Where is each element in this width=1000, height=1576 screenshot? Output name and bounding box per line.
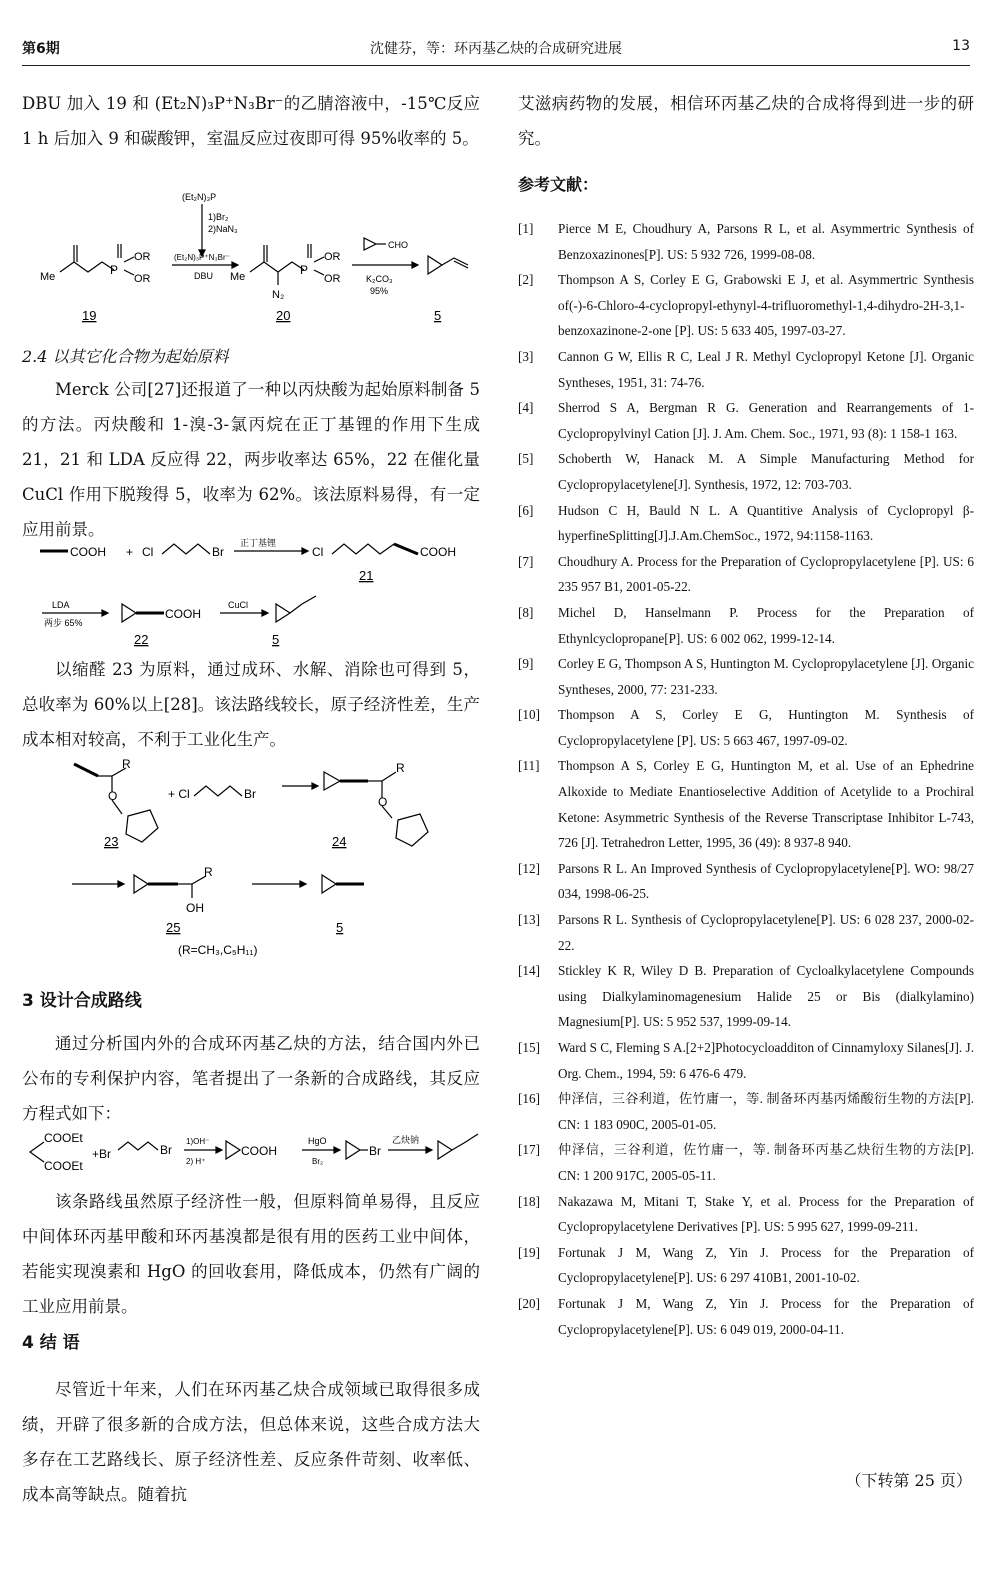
hydrolysis-label: 1)OH⁻ [186, 1137, 210, 1146]
or-label: OR [134, 273, 151, 285]
compound-22-label: 22 [134, 632, 149, 647]
reference-text: Ward S C, Fleming S A.[2+2]Photocycloadditon of Cinnamyloxy Silanes[J]. J. Org. Chem., 1994, 59: 6 476-6 479. [558, 1040, 974, 1081]
compound-5-label: 5 [434, 308, 442, 323]
compound-19-label: 19 [82, 308, 97, 323]
scheme-19-to-5 [22, 190, 482, 330]
article-title-header: 沈健芬，等：环丙基乙炔的合成研究进展 [370, 41, 622, 57]
cooh-label: COOH [70, 545, 106, 559]
reference-item [518, 267, 974, 344]
cl-label: Cl [312, 545, 324, 559]
or-label: OR [324, 273, 341, 285]
compound-24-label: 24 [332, 834, 347, 849]
reference-item [518, 958, 974, 1035]
paragraph-conclusion: 尽管近十年来，人们在环丙基乙炔合成领域已取得很多成绩，开辟了很多新的合成方法，但总体来说，这些合成方法大多存在工艺路线长、原子经济性差、反应条件苛刻、收率低、成本高等缺点。随着抗 [22, 1380, 480, 1504]
reference-text: Corley E G, Thompson A S, Huntington M. Cyclopropylacetylene [J]. Organic Syntheses, 2000, 77: 231-233. [558, 656, 974, 697]
r-label: R [122, 757, 131, 771]
reference-text: 仲泽信，三谷利道，佐竹庸一，等. 制备环丙基丙烯酸衍生物的方法[P]. CN: 1 183 090C, 2005-01-05. [558, 1091, 974, 1132]
arrow1-top-label: (Et₂N)₃P⁺N₃Br⁻ [174, 253, 230, 262]
r-definition-note: (R=CH₃,C₅H₁₁) [178, 943, 258, 957]
reference-number: [1] [518, 221, 534, 236]
reference-number: [6] [518, 502, 534, 518]
reference-item [518, 702, 974, 753]
reference-list [518, 216, 974, 1342]
section-4-heading: 4 结 语 [22, 1333, 80, 1353]
cooh-label: COOH [165, 607, 201, 621]
cooet-label: COOEt [44, 1131, 83, 1145]
reference-number: [7] [518, 553, 534, 569]
or-label: OR [134, 251, 151, 263]
me-label: Me [40, 271, 56, 283]
oh-label: OH [186, 901, 204, 915]
reference-text: Parsons R L. Synthesis of Cyclopropylacetylene[P]. US: 6 028 237, 2000-02-22. [558, 912, 974, 953]
reference-number: [19] [518, 1244, 540, 1260]
reference-item [518, 1137, 974, 1188]
reference-text: Fortunak J M, Wang Z, Yin J. Process for the Preparation of Cyclopropylacetylene[P]. US: 6 297 410B1, 2001-10-02. [558, 1244, 974, 1286]
reference-text: Nakazawa M, Mitani T, Stake Y, et al. Process for the Preparation of Cyclopropylacetylene Derivatives [P]. US: 5 995 627, 1999-09-211. [558, 1193, 974, 1235]
page-number: 13 [952, 38, 970, 54]
arrow1-bottom-label: DBU [194, 271, 214, 281]
reference-text: Michel D, Hanselmann P. Process for the Preparation of Ethynlcyclopropane[P]. US: 6 002 062, 1999-12-14. [558, 604, 974, 646]
reference-item [518, 395, 974, 446]
reference-item [518, 600, 974, 651]
reference-text: Parsons R L. An Improved Synthesis of Cyclopropylacetylene[P]. WO: 98/27 034, 1998-06-25. [558, 860, 974, 902]
reference-item [518, 1035, 974, 1086]
section-3-heading: 3 设计合成路线 [22, 991, 142, 1011]
reference-text: 仲泽信，三谷利道，佐竹庸一，等. 制备环丙基乙炔衍生物的方法[P]. CN: 1 200 917C, 2005-05-11. [558, 1142, 974, 1183]
br-label: Br [244, 787, 256, 801]
step1-label: 1)Br₂ [208, 212, 229, 222]
reference-number: [14] [518, 963, 540, 979]
reference-number: [12] [518, 860, 540, 876]
hgo-label: HgO [308, 1136, 327, 1146]
reference-number: [13] [518, 912, 540, 928]
reference-item [518, 549, 974, 600]
cucl-label: CuCl [228, 600, 249, 610]
reference-item [518, 1240, 974, 1291]
p-atom: P [300, 263, 309, 277]
continued-on-note: （下转第 25 页） [845, 1471, 972, 1490]
cho-label: CHO [388, 240, 408, 250]
two-step-yield-label: 两步 65% [44, 618, 83, 628]
plus-cl-label: + Cl [168, 787, 190, 801]
reference-item [518, 216, 974, 267]
plus-br-label: +Br [92, 1147, 112, 1161]
compound-21-label: 21 [359, 568, 374, 583]
reference-number: [4] [518, 400, 534, 416]
reference-number: [9] [518, 656, 534, 672]
reference-number: [18] [518, 1193, 540, 1209]
k2co3-label: K₂CO₃ [366, 274, 393, 284]
scheme-new-route [22, 1128, 482, 1176]
sodium-acetylide-label: 乙炔钠 [392, 1135, 420, 1145]
br-label: Br [369, 1144, 381, 1158]
reference-number: [17] [518, 1142, 540, 1158]
paragraph-merck: Merck 公司[27]还报道了一种以丙炔酸为起始原料制备 5 的方法。丙炔酸和 1-溴-3-氯丙烷在正丁基锂的作用下生成 21，21 和 LDA 反应得 22，两步收率达 65%，22 在催化量 CuCl 作用下脱羧得 5，收率为 62%。该法原料易得，有一定应用前景。 [22, 380, 480, 539]
r-label: R [204, 865, 213, 879]
reference-number: [16] [518, 1091, 540, 1107]
compound-5-label: 5 [336, 920, 344, 935]
nbuli-label: 正丁基锂 [240, 538, 277, 548]
br-label: Br [212, 545, 224, 559]
reference-item [518, 651, 974, 702]
reference-text: Fortunak J M, Wang Z, Yin J. Process for the Preparation of Cyclopropylacetylene[P]. US: 6 049 019, 2000-04-11. [558, 1295, 974, 1337]
cooh-label: COOH [241, 1144, 277, 1158]
o-label: O [378, 795, 388, 809]
reference-number: [20] [518, 1295, 540, 1311]
paragraph-acetal: 以缩醛 23 为原料，通过成环、水解、消除也可得到 5，总收率为 60%以上[28]。该法路线较长，原子经济性差，生产成本相对较高，不利于工业化生产。 [22, 660, 480, 749]
issue-number: 第6期 [22, 41, 60, 57]
references-heading: 参考文献： [518, 175, 599, 194]
compound-23-label: 23 [104, 834, 119, 849]
reference-number: [5] [518, 451, 534, 467]
reference-number: [8] [518, 604, 534, 620]
r-label: R [396, 761, 405, 775]
reference-text: Thompson A S, Corley E G, Huntington M. Synthesis of Cyclopropylacetylene [P]. US: 5 663 467, 1997-09-02. [558, 707, 974, 748]
compound-5-label: 5 [272, 632, 280, 647]
reference-text: Cannon G W, Ellis R C, Leal J R. Methyl Cyclopropyl Ketone [J]. Organic Syntheses, 1951, 31: 74-76. [558, 348, 974, 390]
scheme-acetal-23 [22, 756, 482, 964]
reference-text: Hudson C H, Bauld N L. A Quantitive Analysis of Cyclopropyl β-hyperfineSplitting[J].J.Am.ChemSoc., 1972, 94:1158-1163. [558, 502, 974, 544]
reagent-top: (Et₂N)₃P [182, 192, 217, 202]
lda-label: LDA [52, 600, 70, 610]
acidify-label: 2) H⁺ [186, 1157, 206, 1166]
reference-item [518, 753, 974, 855]
reference-number: [3] [518, 348, 534, 364]
paragraph-new-route: 通过分析国内外的合成环丙基乙炔的方法，结合国内外已公布的专利保护内容，笔者提出了一条新的合成路线，其反应方程式如下： [22, 1034, 480, 1123]
reference-text: Choudhury A. Process for the Preparation of Cyclopropylacetylene [P]. US: 6 235 957 B1, 2001-05-22. [558, 553, 974, 595]
br-label: Br [160, 1143, 172, 1157]
reference-text: Pierce M E, Choudhury A, Parsons R L, et al. Asymmertric Synthesis of Benzoxazinones[P]. US: 5 932 726, 1999-08-08. [558, 221, 974, 262]
paragraph-continued: 艾滋病药物的发展，相信环丙基乙炔的合成将得到进一步的研究。 [518, 94, 974, 148]
yield-label: 95% [370, 286, 389, 296]
compound-25-label: 25 [166, 920, 181, 935]
cooet-label: COOEt [44, 1159, 83, 1173]
reference-number: [11] [518, 758, 540, 774]
br2-label: Br₂ [312, 1157, 324, 1166]
reference-text: Thompson A S, Corley E G, Huntington M, et al. Use of an Ephedrine Alkoxide to Mediate Enantioselective Addition of Acetylide to a Prochiral Ketone: Asymmetric Synthesis of the Reverse Transcriptase Inhibitor L-743, 726 [J]. Tetrahedron Letter, 1995, 36 (49): 8 937-8 940. [558, 758, 974, 851]
reference-text: Thompson A S, Corley E G, Grabowski E J, et al. Asymmertric Synthesis of(-)-6-Chloro-4-cyclopropyl-ethynyl-4-trifluoromethyl-1,4-dihydro-2H-3,1- benzoxazinone-2-one [P]. US: 5 633 405, 1997-03-27. [558, 272, 974, 339]
section-2-4-heading: 2.4 以其它化合物为起始原料 [22, 347, 229, 366]
paragraph-route-evaluation: 该条路线虽然原子经济性一般，但原料简单易得，且反应中间体环丙基甲酸和环丙基溴都是很有用的医药工业中间体，若能实现溴素和 HgO 的回收套用，降低成本，仍然有广阔的工业应用前景。 [22, 1192, 480, 1316]
cooh-label: COOH [420, 545, 456, 559]
paragraph-dbu: DBU 加入 19 和 (Et₂N)₃P⁺N₃Br⁻的乙腈溶液中，-15℃反应 1 h 后加入 9 和碳酸钾，室温反应过夜即可得 95%收率的 5。 [22, 94, 480, 148]
p-atom: P [110, 263, 119, 277]
n2-label: N₂ [272, 289, 285, 301]
o-label: O [108, 789, 118, 803]
running-header [22, 36, 970, 66]
reference-number: [2] [518, 272, 534, 288]
reference-number: [10] [518, 707, 540, 723]
reference-text: Schoberth W, Hanack M. A Simple Manufacturing Method for Cyclopropylacetylene[J]. Synthesis, 1972, 12: 703-703. [558, 451, 974, 492]
reference-item [518, 856, 974, 907]
cl-label: Cl [142, 545, 154, 559]
reference-text: Sherrod S A, Bergman R G. Generation and Rearrangements of 1-Cyclopropylvinyl Cation [J]. J. Am. Chem. Soc., 1971, 93 (8): 1 158-1 163. [558, 400, 974, 441]
or-label: OR [324, 251, 341, 263]
reference-number: [15] [518, 1040, 540, 1055]
reference-item [518, 1291, 974, 1342]
scheme-propiolic-acid [22, 536, 482, 648]
reference-item [518, 344, 974, 395]
compound-20-label: 20 [276, 308, 291, 323]
reference-item [518, 498, 974, 549]
reference-item [518, 1086, 974, 1137]
step2-label: 2)NaN₃ [208, 224, 238, 234]
plus-sign: + [126, 545, 134, 559]
reference-item [518, 1189, 974, 1240]
reference-item [518, 446, 974, 497]
reference-text: Stickley K R, Wiley D B. Preparation of Cycloalkylacetylene Compounds using Dialkylaminomagenesium Halide 25 or Bis (dialkylamino) Magnesium[P]. US: 5 952 537, 1999-09-14. [558, 963, 974, 1030]
reference-item [518, 907, 974, 958]
me-label: Me [230, 271, 246, 283]
